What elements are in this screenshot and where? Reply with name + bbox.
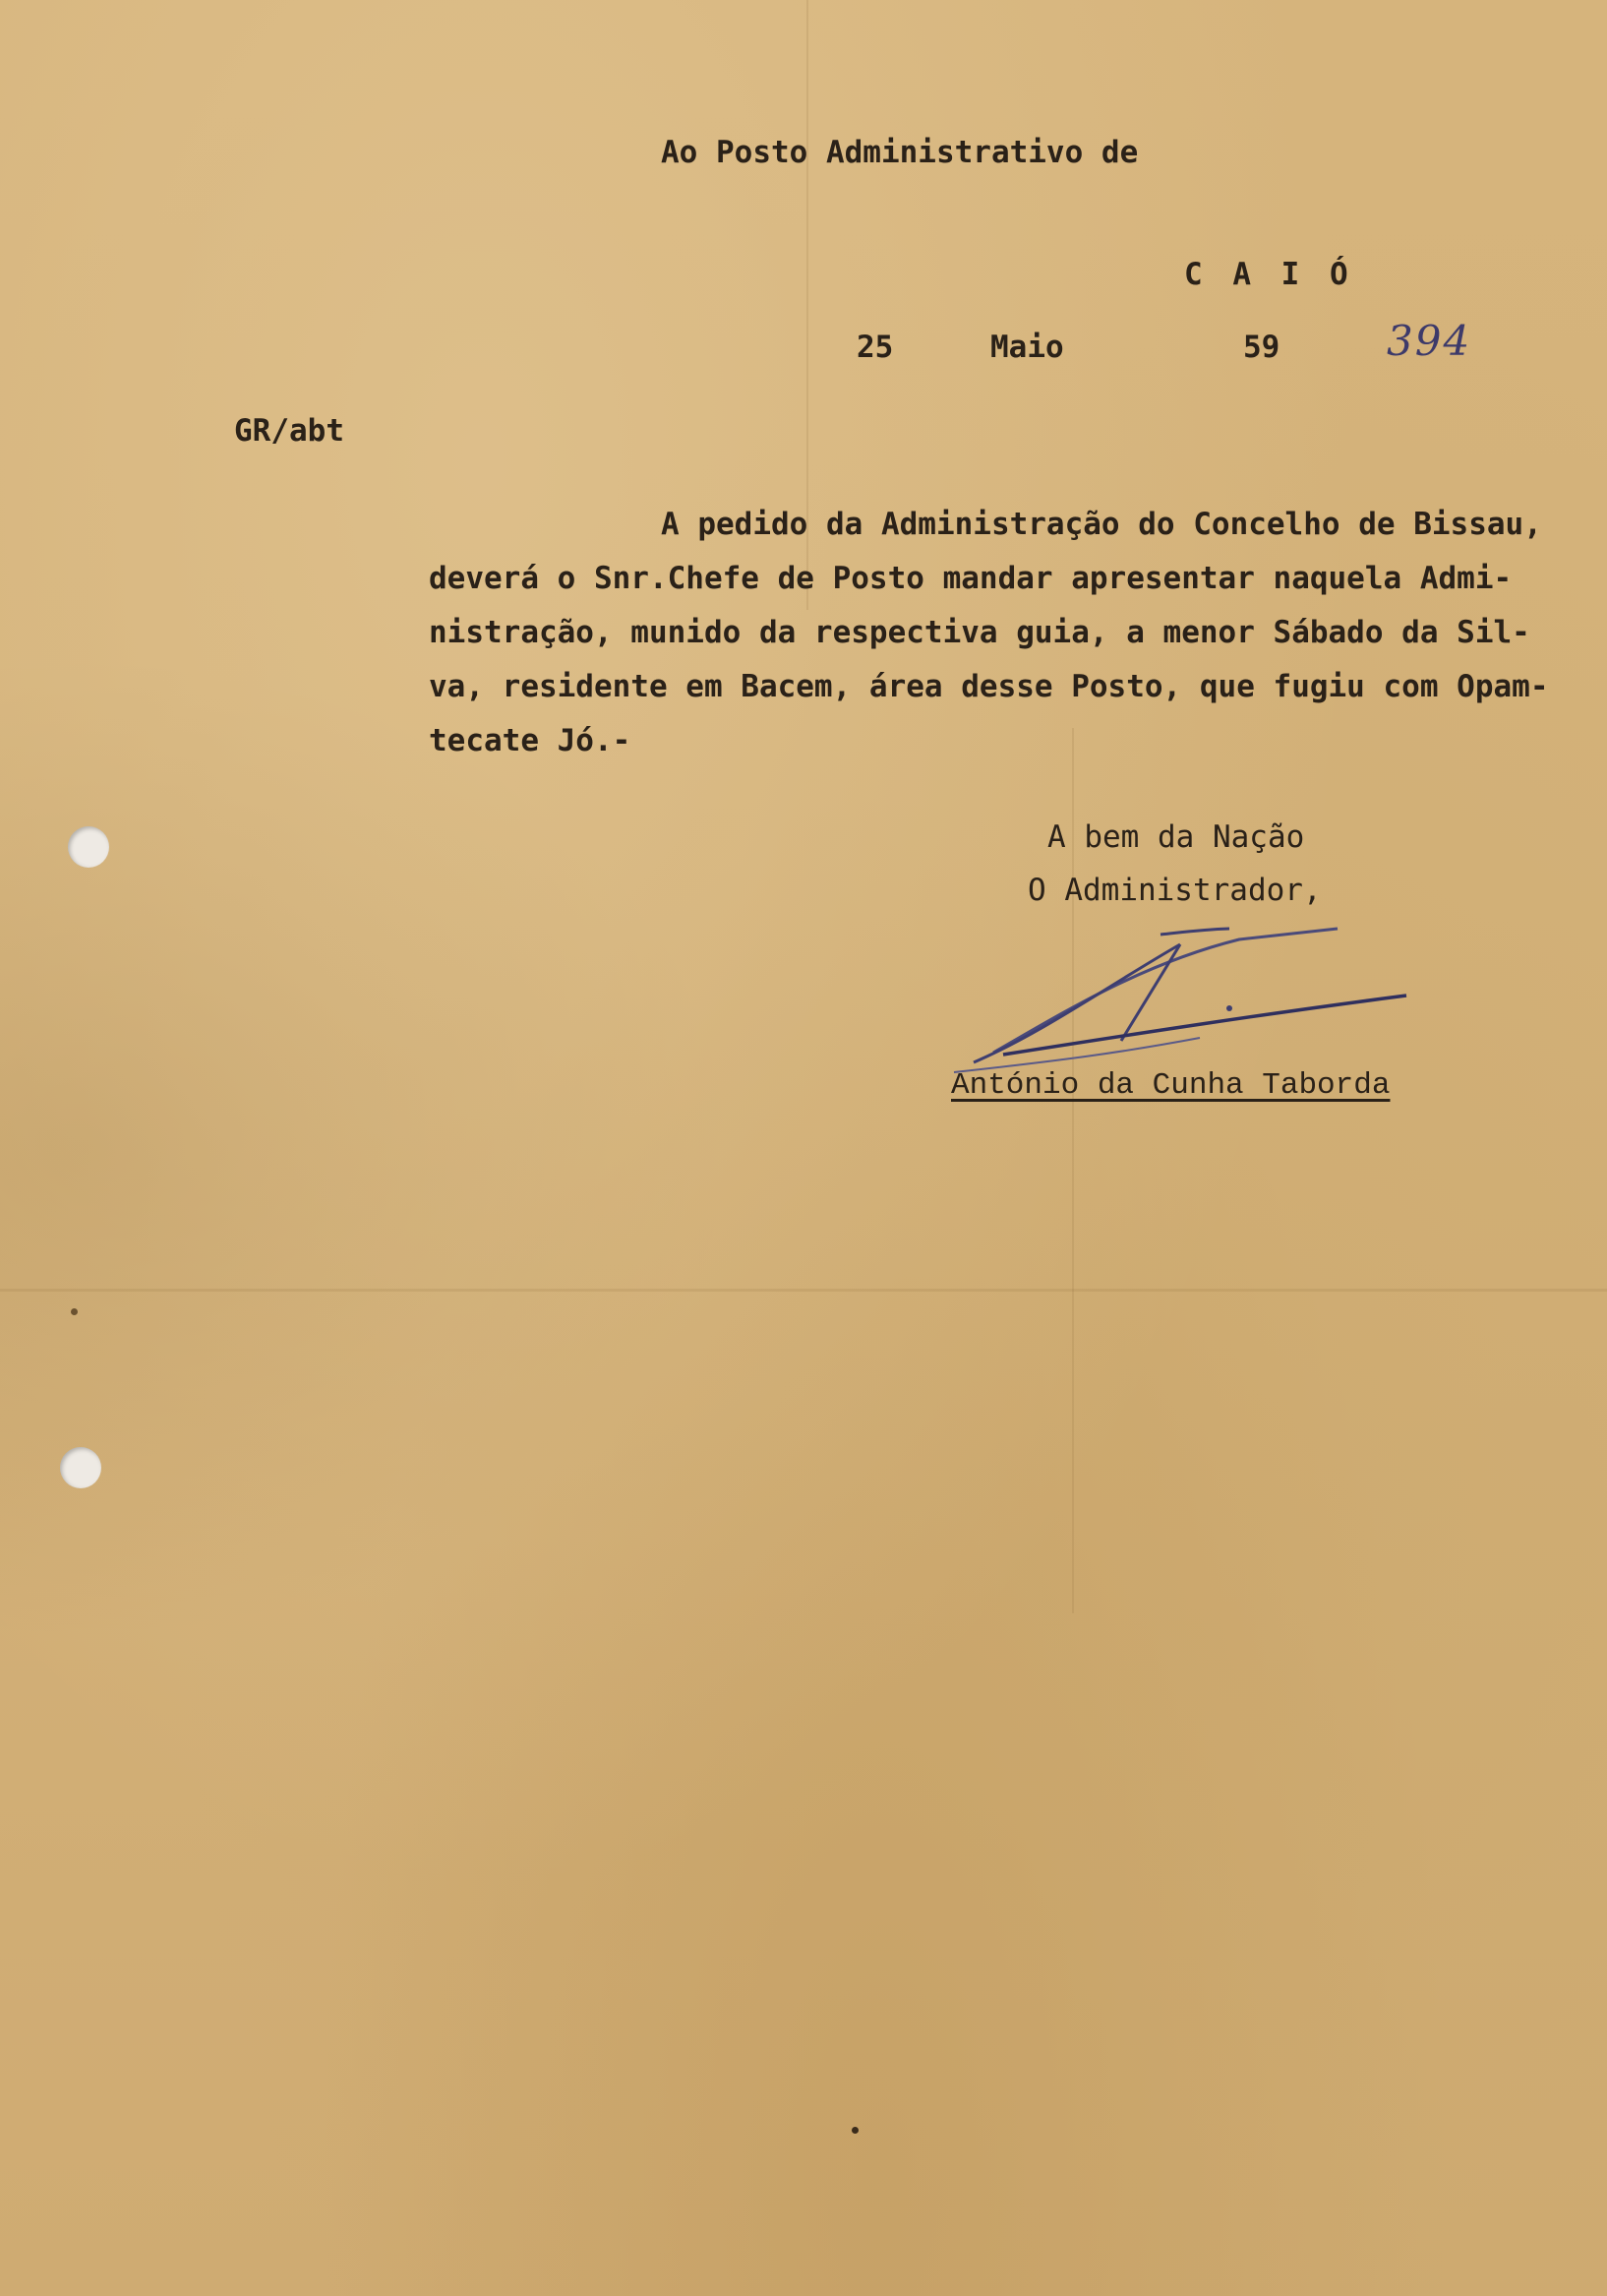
addressee-line: Ao Posto Administrativo de <box>661 135 1139 170</box>
paper-crease <box>1072 728 1074 1613</box>
body-line: tecate Jó.- <box>429 723 631 758</box>
signature-scribble <box>944 915 1416 1082</box>
date-month: Maio <box>990 330 1064 365</box>
closing-salutation: A bem da Nação <box>1047 819 1305 855</box>
punch-hole <box>60 1447 101 1488</box>
date-year: 59 <box>1243 330 1280 365</box>
punch-hole <box>68 826 109 868</box>
signatory-name: António da Cunha Taborda <box>951 1068 1391 1103</box>
body-line: nistração, munido da respectiva guia, a menor Sábado da Sil- <box>429 615 1530 650</box>
body-line: deverá o Snr.Chefe de Posto mandar apresentar naquela Admi- <box>429 561 1513 596</box>
letter-body <box>429 498 1589 768</box>
date-day: 25 <box>857 330 894 365</box>
handwritten-number: 394 <box>1387 317 1472 365</box>
place-name: C A I Ó <box>1184 257 1354 292</box>
paper-speck <box>71 1308 78 1315</box>
reference-code: GR/abt <box>234 413 344 449</box>
body-line: A pedido da Administração do Concelho de Bissau, <box>661 507 1542 542</box>
paper-crease <box>0 1289 1607 1292</box>
paper-speck <box>852 2127 859 2134</box>
body-line: va, residente em Bacem, área desse Posto, que fugiu com Opam- <box>429 669 1549 704</box>
signatory-title: O Administrador, <box>1028 873 1322 908</box>
